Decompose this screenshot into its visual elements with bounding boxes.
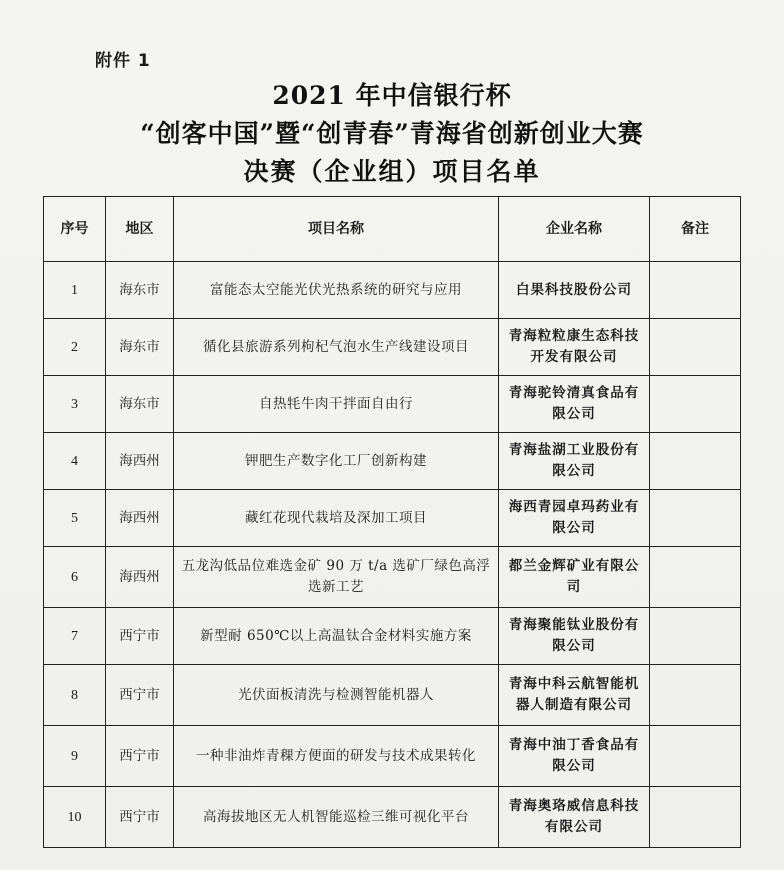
title-line-3: 决赛（企业组）项目名单: [243, 157, 541, 186]
cell-company: 青海中科云航智能机器人制造有限公司: [499, 665, 650, 726]
table-row: [44, 547, 741, 608]
cell-company: 青海聚能钛业股份有限公司: [499, 608, 650, 665]
cell-note: [650, 608, 741, 665]
cell-no: 10: [44, 787, 106, 848]
cell-no: 6: [44, 547, 106, 608]
cell-no: 1: [44, 262, 106, 319]
cell-no: 2: [44, 319, 106, 376]
cell-note: [650, 262, 741, 319]
table-row: [44, 787, 741, 848]
cell-company: 青海中油丁香食品有限公司: [499, 726, 650, 787]
cell-company: 青海驼铃清真食品有限公司: [499, 376, 650, 433]
table-row: [44, 376, 741, 433]
cell-project: 五龙沟低品位难选金矿 90 万 t/a 选矿厂绿色高浮选新工艺: [174, 547, 499, 608]
cell-note: [650, 490, 741, 547]
header-region: 地区: [106, 197, 174, 262]
cell-note: [650, 319, 741, 376]
cell-region: 西宁市: [106, 726, 174, 787]
header-note: 备注: [650, 197, 741, 262]
table-row: [44, 665, 741, 726]
header-project: 项目名称: [174, 197, 499, 262]
cell-note: [650, 665, 741, 726]
cell-note: [650, 376, 741, 433]
title-line-1: 2021 年中信银行杯: [272, 81, 512, 110]
cell-no: 9: [44, 726, 106, 787]
table-row: [44, 433, 741, 490]
cell-region: 海东市: [106, 262, 174, 319]
cell-project: 藏红花现代栽培及深加工项目: [174, 490, 499, 547]
cell-company: 海西青园卓玛药业有限公司: [499, 490, 650, 547]
cell-no: 5: [44, 490, 106, 547]
table-row: [44, 262, 741, 319]
cell-note: [650, 787, 741, 848]
cell-project: 循化县旅游系列枸杞气泡水生产线建设项目: [174, 319, 499, 376]
cell-note: [650, 726, 741, 787]
cell-project: 钾肥生产数字化工厂创新构建: [174, 433, 499, 490]
cell-region: 西宁市: [106, 665, 174, 726]
table-row: [44, 726, 741, 787]
cell-note: [650, 547, 741, 608]
cell-project: 一种非油炸青稞方便面的研发与技术成果转化: [174, 726, 499, 787]
cell-no: 7: [44, 608, 106, 665]
cell-no: 8: [44, 665, 106, 726]
cell-company: 青海粒粒康生态科技开发有限公司: [499, 319, 650, 376]
cell-region: 西宁市: [106, 787, 174, 848]
cell-no: 3: [44, 376, 106, 433]
header-company: 企业名称: [499, 197, 650, 262]
header-no: 序号: [44, 197, 106, 262]
cell-note: [650, 433, 741, 490]
cell-region: 西宁市: [106, 608, 174, 665]
cell-region: 海西州: [106, 433, 174, 490]
table-row: [44, 319, 741, 376]
cell-company: 青海盐湖工业股份有限公司: [499, 433, 650, 490]
cell-region: 海东市: [106, 376, 174, 433]
cell-project: 自热牦牛肉干拌面自由行: [174, 376, 499, 433]
cell-region: 海西州: [106, 490, 174, 547]
table-row: [44, 490, 741, 547]
cell-region: 海西州: [106, 547, 174, 608]
project-list-table: [43, 196, 741, 848]
cell-company: 都兰金辉矿业有限公司: [499, 547, 650, 608]
cell-company: 白果科技股份公司: [499, 262, 650, 319]
cell-project: 富能态太空能光伏光热系统的研究与应用: [174, 262, 499, 319]
table-header-row: [44, 197, 741, 262]
cell-project: 高海拔地区无人机智能巡检三维可视化平台: [174, 787, 499, 848]
cell-project: 新型耐 650℃以上高温钛合金材料实施方案: [174, 608, 499, 665]
title-line-2: “创客中国”暨“创青春”青海省创新创业大赛: [140, 119, 644, 148]
table-row: [44, 608, 741, 665]
attachment-label: 附件 1: [95, 51, 151, 71]
cell-project: 光伏面板清洗与检测智能机器人: [174, 665, 499, 726]
cell-region: 海东市: [106, 319, 174, 376]
cell-company: 青海奥珞威信息科技有限公司: [499, 787, 650, 848]
cell-no: 4: [44, 433, 106, 490]
